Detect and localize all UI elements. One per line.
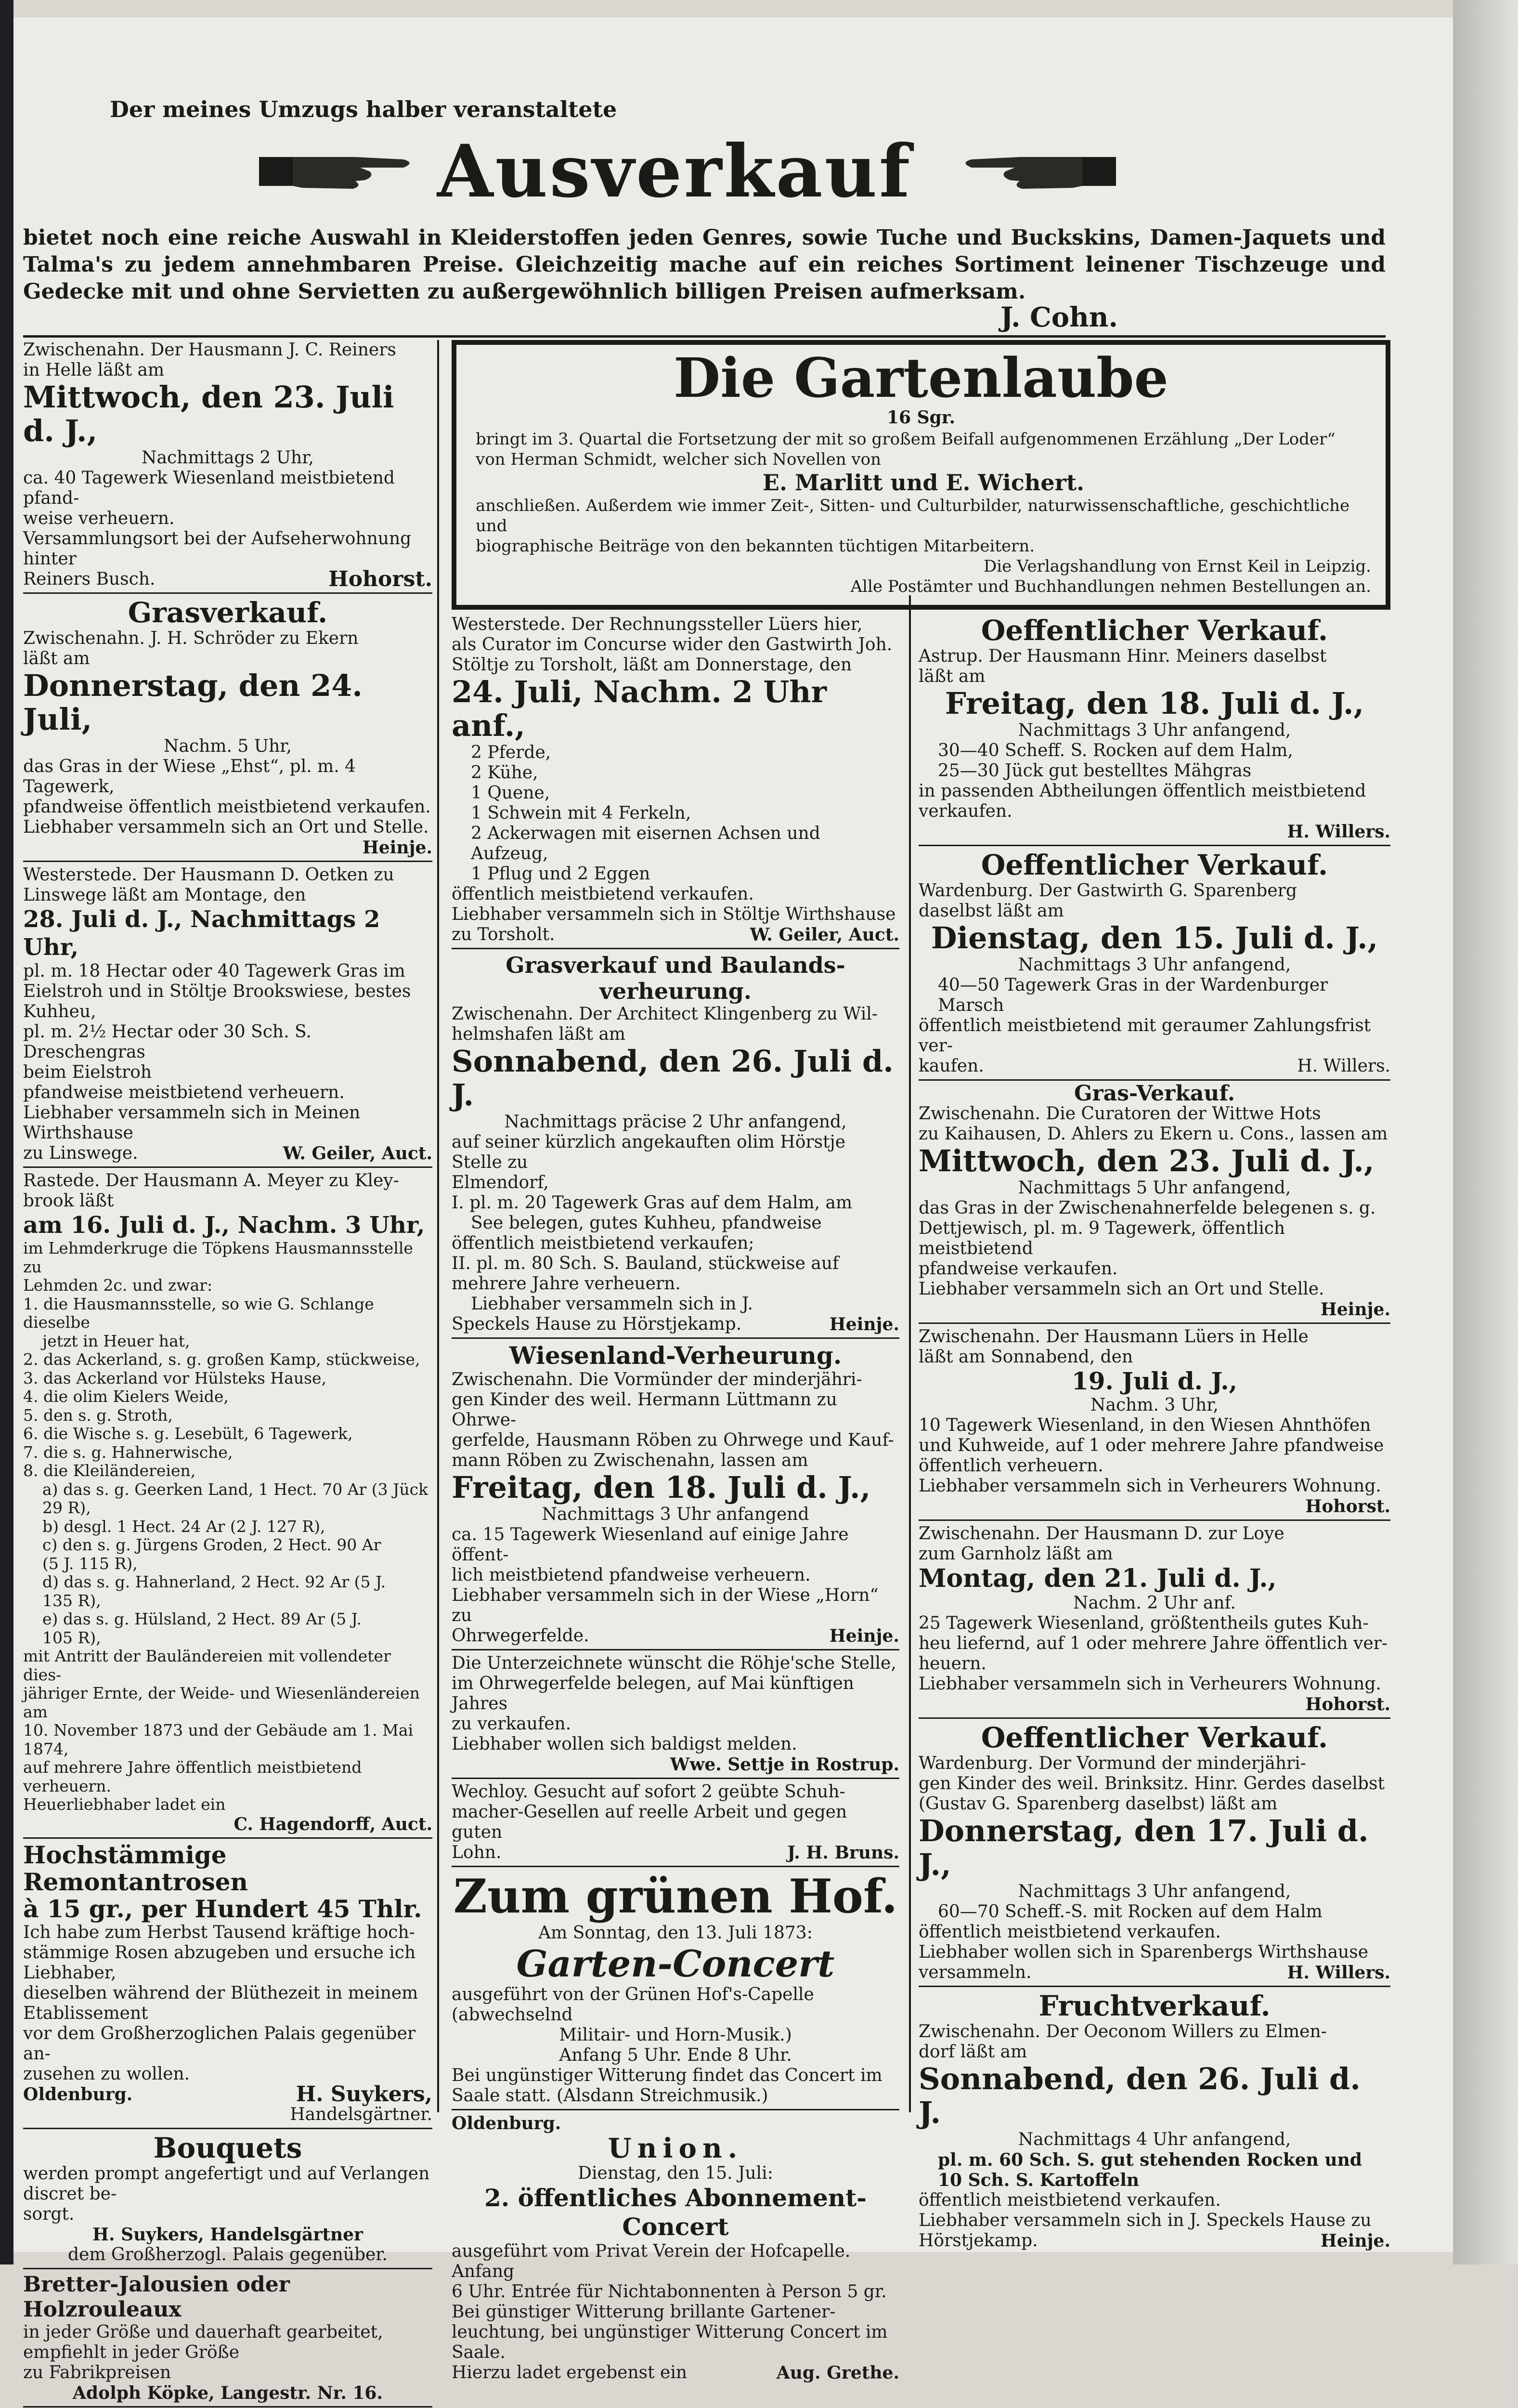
ad-schroeder-signature: Heinje. <box>362 838 432 858</box>
ad-stoeltje-line1: Westerstede. Der Rechnungssteller Lüers hier, <box>452 615 863 634</box>
ad-stoeltje-line3: Stöltje zu Torsholt, läßt am Donnerstage, den <box>452 655 852 675</box>
book-spine <box>0 0 13 2264</box>
ad-union-event: 2. öffentliches Abonnement-Concert <box>484 2184 867 2241</box>
ad-jalousien-title: Bretter-Jalousien oder Holzrouleaux <box>23 2272 290 2322</box>
gartenlaube-publisher: Die Verlagshandlung von Ernst Keil in Leipzig. <box>983 557 1371 576</box>
ad-hots-title: Gras-Verkauf. <box>1074 1081 1235 1106</box>
ad-meyer-signature: C. Hagendorff, Auct. <box>234 1814 432 1834</box>
ad-willers-signature: Heinje. <box>1320 2231 1390 2251</box>
ad-gerdes-signature: H. Willers. <box>1287 1963 1390 1983</box>
ad-bouquets-signature: H. Suykers, Handelsgärtner <box>92 2224 363 2245</box>
ad-oetken-body2: Eielstroh und in Stöltje Brookswiese, bestes Kuhheu, <box>23 982 411 1021</box>
ad-union-signature: Aug. Grethe. <box>776 2363 899 2383</box>
ad-lueers-signature: Hohorst. <box>1305 1496 1390 1517</box>
ad-oetken-date: 28. Juli d. J., Nachmittags 2 Uhr, <box>23 906 380 961</box>
ad-luettmann-date: Freitag, den 18. Juli d. J., <box>452 1470 871 1505</box>
ad-gerdes-date: Donnerstag, den 17. Juli d. J., <box>919 1813 1369 1882</box>
column-2: Westerstede. Der Rechnungssteller Lüers hier, als Curator im Concurse wider den Gastwirth Joh. Stöltje zu Torsholt, läßt am Donnerstage, den 24. Juli, Nachm. 2 Uhr anf., 2 Pferde, 2 Kühe, 1 Quene, 1 Schwein mit 4 Ferkeln, 2 Ackerwagen mit eisernen Achsen und Aufzeug, 1 Pflug und 2 Eggen öffentlich meistbietend verkaufen. Liebhaber versammeln sich in Stöltje Wirthshause zu Torsholt. W. Geiler, Auct. Grasverkauf und Baulands- verheurung. Zwischenahn. Der Architect Klingenberg zu Wil- helmshafen läßt am Sonnabend, den 26. Juli d. J. Nachmittags präcise 2 Uhr anfangend, auf seiner kürzlich angekauften olim Hörstje Stelle zu Elmendorf, I. pl. m. 20 Tagewerk Gras auf dem Halm, am See belegen, gutes Kuhheu, pfandweise öffentlich meistbietend verkaufen; II. pl. m. 80 Sch. S. Bauland, stückweise auf mehrere Jahre verheuern. Liebhaber versammeln sich in J. Speckels Hause zu Hörstjekamp. Heinje. Wiesenland-Verheurung. Zwischenahn. Die Vormünder der minderjähri- gen Kinder des weil. Hermann Lüttmann zu Ohrwe- gerfelde, Hausmann Röben zu Ohrwege und Kauf- mann Röben zu Zwischenahn, lassen am Freitag, den 18. Juli d. J., Nachmittags 3 Uhr anfangend ca. 15 Tagewerk Wiesenland auf einige Jahre öffent- lich meistbietend pfandweise verheuern. Liebhaber versammeln sich in der Wiese „Horn“ zu Ohrwegerfelde. Heinje. Die Unterzeichnete wünscht die Röhje'sche Stelle, im Ohrwegerfelde belegen, auf Mai künftigen Jahres zu verkaufen. Liebhaber wollen sich baldigst melden. Wwe. Settje in Rostrup. Wechloy. Gesucht auf sofort 2 geübte Schuh- macher-Gesellen auf reelle Arbeit und gegen guten Lohn. J. H. Bruns. Zum grünen Hof. Am Sonntag, den 13. Juli 1873: Garten-Concert ausgeführt von der Grünen Hof's-Capelle (abwechselnd Militair- und Horn-Musik.) Anfang 5 Uhr. Ende 8 Uhr. Bei ungünstiger Witterung findet das Concert im Saale statt. (Alsdann Streichmusik.) Oldenburg. Union. Dienstag, den 15. Juli: 2. öffentliches Abonnement-Concert ausgeführt vom Privat Verein der Hofcapelle. Anfang 6 Uhr. Entrée für Nichtabonnenten à Person 5 gr. Bei günstiger Witterung brillante Gartener- leuchtung, bei ungünstiger Witterung Concert im Saale. Hierzu ladet ergebenst ein Aug. Grethe. <box>452 615 899 2383</box>
column-rule-2 <box>909 595 911 2112</box>
ad-stoeltje-date: 24. Juli, Nachm. 2 Uhr anf., <box>452 674 827 743</box>
ad-reiners-time: Nachmittags 2 Uhr, <box>142 448 314 468</box>
ad-meiners-signature: H. Willers. <box>1287 822 1390 842</box>
page-edge <box>1453 0 1518 2264</box>
ad-meiners-title: Oeffentlicher Verkauf. <box>981 614 1328 647</box>
ad-gruener-hof-title: Zum grünen Hof. <box>453 1869 898 1924</box>
ad-reiners-line2: in Helle läßt am <box>23 360 165 380</box>
header-intro: Der meines Umzugs halber veranstaltete <box>110 96 617 122</box>
ad-meyer-date: am 16. Juli d. J., Nachm. 3 Uhr, <box>23 1212 425 1239</box>
ad-rosen-place: Oldenburg. <box>23 2084 133 2105</box>
ad-oetken-signature: W. Geiler, Auct. <box>283 1143 432 1164</box>
header-signature: J. Cohn. <box>1000 301 1118 333</box>
ad-schroeder-body1: das Gras in der Wiese „Ehst“, pl. m. 4 Tagewerk, <box>23 757 356 797</box>
ad-rosen-body3: dieselben während der Blüthezeit in meinem Etablissement <box>23 1983 418 2023</box>
ad-union-place: Oldenburg. <box>452 2113 561 2133</box>
column-rule-1 <box>437 340 439 2112</box>
ad-rosen-body2: stämmige Rosen abzugeben und ersuche ich Liebhaber, <box>23 1942 416 1983</box>
column-1 <box>23 340 432 2408</box>
ad-rosen-signature: H. Suykers, <box>296 2081 432 2107</box>
ad-jalousien-body2: zu Fabrikpreisen <box>23 2362 171 2382</box>
ad-gerdes-title: Oeffentlicher Verkauf. <box>981 1721 1328 1754</box>
ad-rosen-sub: Handelsgärtner. <box>290 2104 432 2124</box>
ad-bouquets-body2: sorgt. <box>23 2204 75 2224</box>
gartenlaube-note: Alle Postämter und Buchhandlungen nehmen Bestellungen an. <box>850 577 1371 596</box>
ad-settje-signature: Wwe. Settje in Rostrup. <box>670 1754 899 1775</box>
ad-schroeder-body3: Liebhaber versammeln sich an Ort und Stelle. <box>23 817 429 837</box>
ad-oetken-body6: Liebhaber versammeln sich in Meinen Wirthshause <box>23 1103 361 1143</box>
newspaper-page <box>13 17 1453 2403</box>
ad-hots-date: Mittwoch, den 23. Juli d. J., <box>919 1143 1375 1178</box>
ad-jalousien-body1: in jeder Größe und dauerhaft gearbeitet, empfiehlt in jeder Größe <box>23 2322 383 2362</box>
ad-schroeder-line2: läßt am <box>23 649 90 668</box>
ad-gruener-hof-event: Garten-Concert <box>516 1942 835 1985</box>
ad-oetken-line2: Linswege läßt am Montage, den <box>23 885 306 905</box>
ad-oetken-body5: pfandweise meistbietend verheuern. <box>23 1083 345 1102</box>
ad-rosen-body5: zusehen zu wollen. <box>23 2064 190 2084</box>
ad-luettmann-signature: Heinje. <box>829 1626 899 1646</box>
ad-loye-signature: Hohorst. <box>1305 1694 1390 1714</box>
ad-meyer-body: im Lehmderkruge die Töpkens Hausmannsstelle zu Lehmden 2c. und zwar: 1. die Hausmannsstelle, so wie G. Schlange dieselbe jetzt in Heuer hat, 2. das Ackerland, s. g. großen Kamp, stückweise, 3. das Ackerland vor Hülsteks Hause, 4. die olim Kielers Weide, 5. den s. g. Stroth, 6. die Wische s. g. Lesebült, 6 Tagewerk, 7. die s. g. Hahnerwische, 8. die Kleiländereien, a) das s. g. Geerken Land, 1 Hect. 70 Ar (3 Jück 29 R), b) desgl. 1 Hect. 24 Ar (2 J. 127 R), c) den s. g. Jürgens Groden, 2 Hect. 90 Ar (5 J. 115 R), d) das s. g. Hahnerland, 2 Hect. 92 Ar (5 J. 135 R), e) das s. g. Hülsland, 2 Hect. 89 Ar (5 J. 105 R), mit Antritt der Bauländereien mit vollendeter dies- jähriger Ernte, der Weide- und Wiesenländereien am 10. November 1873 und der Gebäude am 1. Mai 1874, auf mehrere Jahre öffentlich meistbietend verheuern. Heuerliebhaber ladet ein <box>23 1239 428 1814</box>
ad-reiners-date: Mittwoch, den 23. Juli d. J., <box>23 380 394 448</box>
gartenlaube-authors: E. Marlitt und E. Wichert. <box>762 470 1085 496</box>
ad-klingenberg-title1: Grasverkauf und Baulands- <box>506 952 845 978</box>
ad-reiners-body2: weise verheuern. <box>23 509 175 528</box>
ad-reiners-body3: Versammlungsort bei der Aufseherwohnung hinter <box>23 529 412 569</box>
ad-bruns-signature: J. H. Bruns. <box>787 1843 899 1863</box>
ad-schroeder-line1: Zwischenahn. J. H. Schröder zu Ekern <box>23 628 359 648</box>
gartenlaube-body: bringt im 3. Quartal die Fortsetzung der mit so großem Beifall aufgenommenen Erzählung „Der Loder“ von Herman Schmidt, welcher sich Novellen von E. Marlitt und E. Wichert. anschließen. Außerdem wie immer Zeit-, Sitten- und Culturbilder, naturwissenschaftliche, geschichtliche und biographische Beiträge von den bekannten tüchtigen Mitarbeitern. Die Verlagshandlung von Ernst Keil in Leipzig. Alle Postämter und Buchhandlungen nehmen Bestellungen an. <box>476 430 1371 596</box>
ad-loye-date: Montag, den 21. Juli d. J., <box>919 1564 1277 1593</box>
ad-reiners-body1: ca. 40 Tagewerk Wiesenland meistbietend pfand- <box>23 468 395 508</box>
ad-willers-date: Sonnabend, den 26. Juli d. J. <box>919 2061 1361 2130</box>
ad-bouquets-title: Bouquets <box>153 2131 302 2164</box>
ad-reiners-line1: Zwischenahn. Der Hausmann J. C. Reiners <box>23 340 396 360</box>
gartenlaube-title: Die Gartenlaube <box>674 347 1168 410</box>
ad-bouquets-body1: werden prompt angefertigt und auf Verlangen discret be- <box>23 2163 430 2204</box>
ad-sparenberg-title: Oeffentlicher Verkauf. <box>981 849 1328 881</box>
ad-schroeder-date: Donnerstag, den 24. Juli, <box>23 668 363 737</box>
column-3: Oeffentlicher Verkauf. Astrup. Der Hausmann Hinr. Meiners daselbst läßt am Freitag, den 18. Juli d. J., Nachmittags 3 Uhr anfangend, 30—40 Scheff. S. Rocken auf dem Halm, 25—30 Jück gut bestelltes Mähgras in passenden Abtheilungen öffentlich meistbietend verkaufen. H. Willers. Oeffentlicher Verkauf. Wardenburg. Der Gastwirth G. Sparenberg daselbst läßt am Dienstag, den 15. Juli d. J., Nachmittags 3 Uhr anfangend, 40—50 Tagewerk Gras in der Wardenburger Marsch öffentlich meistbietend mit geraumer Zahlungsfrist ver- kaufen. H. Willers. Gras-Verkauf. Zwischenahn. Die Curatoren der Wittwe Hots zu Kaihausen, D. Ahlers zu Ekern u. Cons., lassen am Mittwoch, den 23. Juli d. J., Nachmittags 5 Uhr anfangend, das Gras in der Zwischenahnerfelde belegenen s. g. Dettjewisch, pl. m. 9 Tagewerk, öffentlich meistbietend pfandweise verkaufen. Liebhaber versammeln sich an Ort und Stelle. Heinje. Zwischenahn. Der Hausmann Lüers in Helle läßt am Sonnabend, den 19. Juli d. J., Nachm. 3 Uhr, 10 Tagewerk Wiesenland, in den Wiesen Ahnthöfen und Kuhweide, auf 1 oder mehrere Jahre pfandweise öffentlich verheuern. Liebhaber versammeln sich in Verheurers Wohnung. Hohorst. Zwischenahn. Der Hausmann D. zur Loye zum Garnholz läßt am Montag, den 21. Juli d. J., Nachm. 2 Uhr anf. 25 Tagewerk Wiesenland, größtentheils gutes Kuh- heu liefernd, auf 1 oder mehrere Jahre öffentlich ver- heuern. Liebhaber versammeln sich in Verheurers Wohnung. Hohorst. Oeffentlicher Verkauf. Wardenburg. Der Vormund der minderjähri- gen Kinder des weil. Brinksitz. Hinr. Gerdes daselbst (Gustav G. Sparenberg daselbst) läßt am Donnerstag, den 17. Juli d. J., Nachmittags 3 Uhr anfangend, 60—70 Scheff.-S. mit Rocken auf dem Halm öffentlich meistbietend verkaufen. Liebhaber wollen sich in Sparenbergs Wirthshause versammeln. H. Willers. Fruchtverkauf. Zwischenahn. Der Oeconom Willers zu Elmen- dorf läßt am Sonnabend, den 26. Juli d. J. Nachmittags 4 Uhr anfangend, pl. m. 60 Sch. S. gut stehenden Rocken und 10 Sch. S. Kartoffeln öffentlich meistbietend verkaufen. Liebhaber versammeln sich in J. Speckels Hause zu Hörstjekamp. Heinje. <box>919 614 1390 2251</box>
ad-schroeder-time: Nachm. 5 Uhr, <box>164 736 292 756</box>
ad-meyer-line2: brook läßt <box>23 1191 114 1211</box>
header-title: Ausverkauf <box>437 129 912 214</box>
ad-klingenberg-title2: verheurung. <box>599 978 752 1004</box>
header-rule <box>23 335 1386 338</box>
ad-jalousien-signature: Adolph Köpke, Langestr. Nr. 16. <box>72 2382 383 2403</box>
ad-rosen-body4: vor dem Großherzoglichen Palais gegenüber an- <box>23 2023 416 2064</box>
ad-stoeltje-line2: als Curator im Concurse wider den Gastwirth Joh. <box>452 635 893 654</box>
gartenlaube-price: 16 Sgr. <box>887 407 955 428</box>
ad-oetken-line1: Westerstede. Der Hausmann D. Oetken zu <box>23 865 394 885</box>
ad-hots-signature: Heinje. <box>1320 1299 1390 1320</box>
ad-luettmann-title: Wiesenland-Verheurung. <box>509 1341 842 1370</box>
ad-meyer-line1: Rastede. Der Hausmann A. Meyer zu Kley- <box>23 1171 399 1191</box>
ad-schroeder-title: Grasverkauf. <box>128 596 328 629</box>
ad-meiners-date: Freitag, den 18. Juli d. J., <box>945 686 1364 721</box>
ad-schroeder-body2: pfandweise öffentlich meistbietend verkaufen. <box>23 797 431 817</box>
header-body: bietet noch eine reiche Auswahl in Kleiderstoffen jeden Genres, sowie Tuche und Buckskins, Damen-Jaquets und Talma's zu jedem annehmbaren Preise. Gleichzeitig mache auf ein reiches Sortiment leinener Tischzeuge und Gedecke mit und ohne Servietten zu außergewöhnlich billigen Preisen aufmerksam. <box>23 225 1386 304</box>
pointing-hand-right-icon <box>259 138 418 200</box>
ad-rosen-body1: Ich habe zum Herbst Tausend kräftige hoch- <box>23 1922 415 1942</box>
ad-stoeltje-signature: W. Geiler, Auct. <box>750 925 899 945</box>
ad-oetken-body4: beim Eielstroh <box>23 1062 152 1082</box>
ad-lueers-date: 19. Juli d. J., <box>1071 1367 1238 1395</box>
ad-bouquets-sub: dem Großherzogl. Palais gegenüber. <box>68 2244 388 2264</box>
ad-klingenberg-date: Sonnabend, den 26. Juli d. J. <box>452 1044 894 1112</box>
ad-klingenberg-signature: Heinje. <box>829 1314 899 1335</box>
ad-reiners-body4: Reiners Busch. <box>23 569 156 589</box>
ad-oetken-body1: pl. m. 18 Hectar oder 40 Tagewerk Gras im <box>23 961 405 981</box>
ad-rosen-title1: Hochstämmige Remontantrosen <box>23 1840 248 1896</box>
ad-sparenberg-signature: H. Willers. <box>1297 1056 1390 1076</box>
pointing-hand-left-icon <box>957 138 1116 200</box>
ad-sparenberg-date: Dienstag, den 15. Juli d. J., <box>931 920 1378 955</box>
ad-willers-title: Fruchtverkauf. <box>1038 1989 1271 2022</box>
ad-oetken-body3: pl. m. 2½ Hectar oder 30 Sch. S. Dreschengras <box>23 1022 311 1062</box>
ad-union-title: Union. <box>608 2133 743 2164</box>
ad-reiners-signature: Hohorst. <box>328 567 432 591</box>
ad-rosen-title2: à 15 gr., per Hundert 45 Thlr. <box>23 1894 422 1923</box>
ad-oetken-body7: zu Linswege. <box>23 1143 138 1163</box>
